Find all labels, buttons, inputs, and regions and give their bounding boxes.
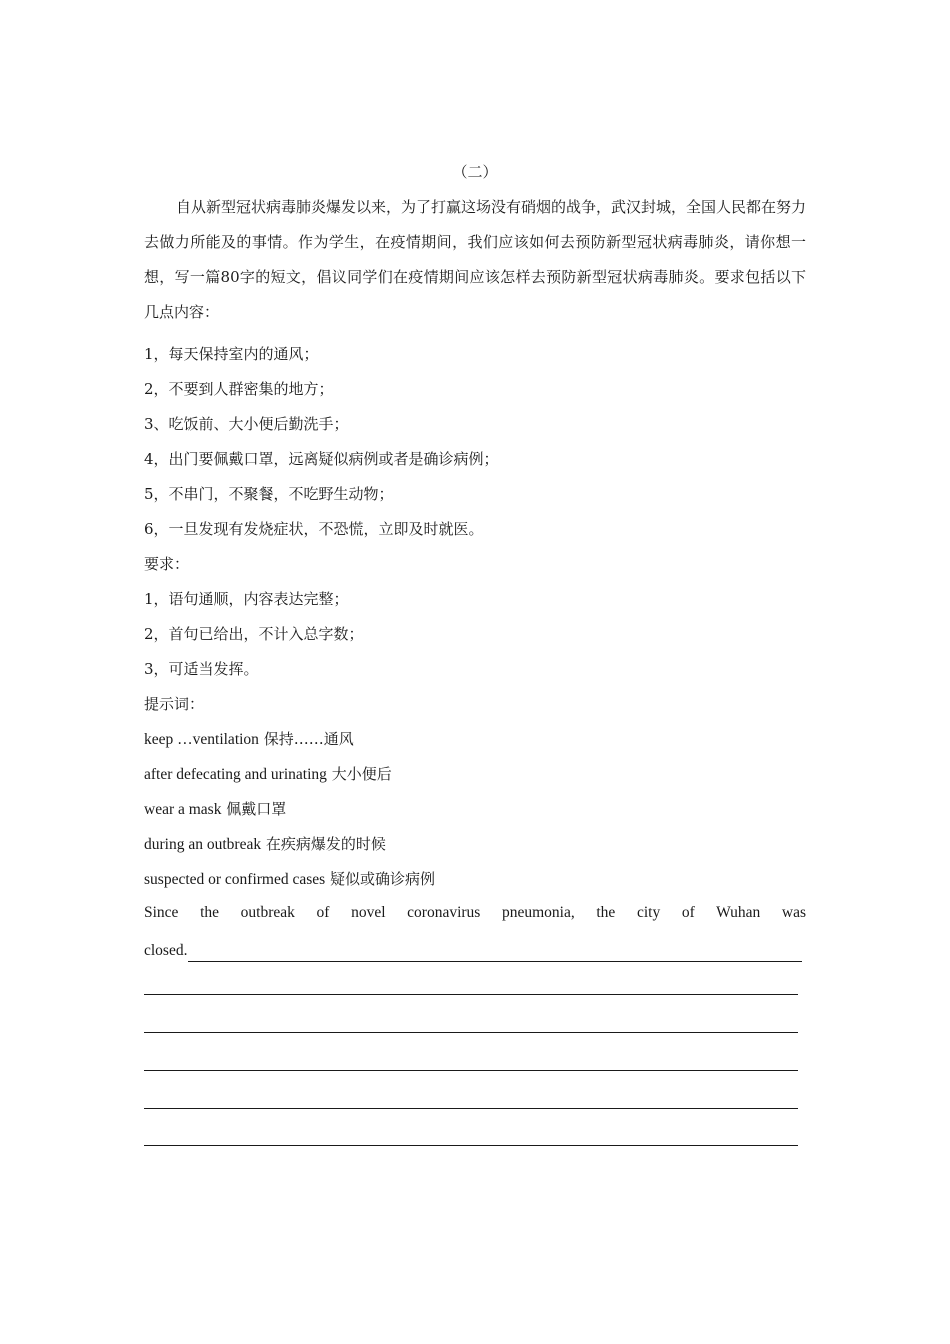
requirements-label: 要求：	[144, 555, 190, 573]
hint-chinese: 佩戴口罩	[226, 800, 287, 818]
hints-label: 提示词：	[144, 695, 205, 713]
hint-item	[144, 763, 806, 786]
hint-chinese: 疑似或确诊病例	[329, 870, 435, 888]
given-sentence-end: closed.	[144, 942, 188, 959]
section-heading: （二）	[452, 163, 498, 181]
content-point-3: 3、吃饭前、大小便后勤洗手；	[144, 415, 349, 433]
hint-chinese: 在疾病爆发的时候	[265, 835, 386, 853]
requirement-3: 3，可适当发挥。	[144, 660, 259, 678]
content-point-4: 4，出门要佩戴口罩，远离疑似病例或者是确诊病例；	[144, 450, 499, 468]
content-point-6: 6，一旦发现有发烧症状，不恐慌，立即及时就医。	[144, 520, 484, 538]
writing-blank-line[interactable]	[144, 994, 798, 995]
requirement-2: 2，首句已给出，不计入总字数；	[144, 625, 364, 643]
hint-chinese: 保持……通风	[263, 730, 354, 748]
given-first-sentence: Since the outbreak of novel coronavirus pneumonia, the city of Wuhan was	[144, 904, 806, 921]
hint-item	[144, 728, 806, 751]
hint-english: suspected or confirmed cases	[144, 871, 326, 888]
hint-chinese: 大小便后	[331, 765, 392, 783]
intro-paragraph: 自从新型冠状病毒肺炎爆发以来，为了打赢这场没有硝烟的战争，武汉封城，全国人民都在努力去做力所能及的事情。作为学生，在疫情期间，我们应该如何去预防新型冠状病毒肺炎，请你想一想，写一篇80字的短文，倡议同学们在疫情期间应该怎样去预防新型冠状病毒肺炎。要求包括以下几点内容：	[144, 198, 807, 321]
requirement-1: 1，语句通顺，内容表达完整；	[144, 590, 349, 608]
writing-blank-line[interactable]	[144, 1070, 798, 1071]
hint-english: keep …ventilation	[144, 731, 259, 748]
hint-english: wear a mask	[144, 801, 222, 818]
writing-blank-line[interactable]	[144, 1108, 798, 1109]
hint-english: during an outbreak	[144, 836, 262, 853]
content-point-5: 5，不串门，不聚餐，不吃野生动物；	[144, 485, 394, 503]
hint-english: after defecating and urinating	[144, 766, 327, 783]
content-point-1: 1，每天保持室内的通风；	[144, 345, 319, 363]
writing-blank-line[interactable]	[144, 1145, 798, 1146]
hint-item	[144, 833, 806, 856]
hint-item	[144, 868, 806, 891]
hint-item	[144, 798, 806, 821]
given-sentence-continuation	[144, 940, 802, 962]
writing-blank-line[interactable]	[144, 1032, 798, 1033]
content-point-2: 2，不要到人群密集的地方；	[144, 380, 334, 398]
writing-blank-line[interactable]	[188, 945, 802, 962]
